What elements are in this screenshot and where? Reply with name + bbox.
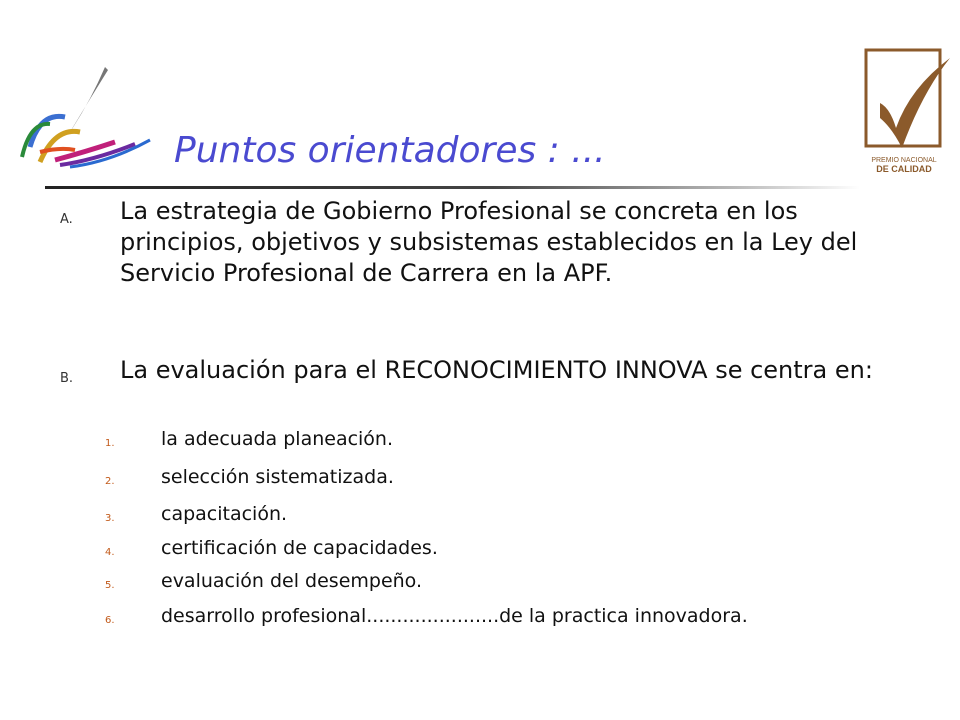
sub-list-marker: 6. [105, 615, 115, 626]
sub-list-item [105, 503, 905, 533]
sub-list-marker: 2. [105, 476, 115, 487]
seal-line-2: DE CALIDAD [876, 164, 932, 174]
sub-list-text: selección sistematizada. [161, 466, 394, 488]
sub-list-text: la adecuada planeación. [161, 428, 394, 450]
sub-list-text: capacitación. [161, 503, 288, 525]
sub-list-text: certificación de capacidades. [161, 537, 438, 559]
sub-list-item [105, 570, 905, 600]
sub-list-text: evaluación del desempeño. [161, 570, 423, 592]
sub-list-item [105, 537, 905, 567]
sub-list-marker: 3. [105, 513, 115, 524]
list-item-text: La estrategia de Gobierno Profesional se concreta en los principios, objetivos y subsistemas establecidos en la Ley del Servicio Profesional de Carrera en la APF. [120, 197, 858, 287]
sub-list-item [105, 466, 905, 496]
sub-list-item [105, 428, 905, 458]
sub-list-text: desarrollo profesional......................de la practica innovadora. [161, 605, 748, 627]
list-marker: A. [60, 212, 73, 227]
list-item-text: La evaluación para el RECONOCIMIENTO INNOVA se centra en: [120, 356, 873, 384]
swirl-logo [10, 62, 160, 172]
sub-list-marker: 4. [105, 547, 115, 558]
premio-nacional-seal [862, 48, 958, 188]
sub-list-marker: 1. [105, 438, 115, 449]
sub-list-marker: 5. [105, 580, 115, 591]
list-marker: B. [60, 371, 74, 386]
title-divider [45, 186, 860, 189]
seal-line-1: PREMIO NACIONAL [871, 157, 937, 164]
sub-list-item [105, 605, 905, 635]
slide-title: Puntos orientadores : ... [174, 130, 606, 171]
